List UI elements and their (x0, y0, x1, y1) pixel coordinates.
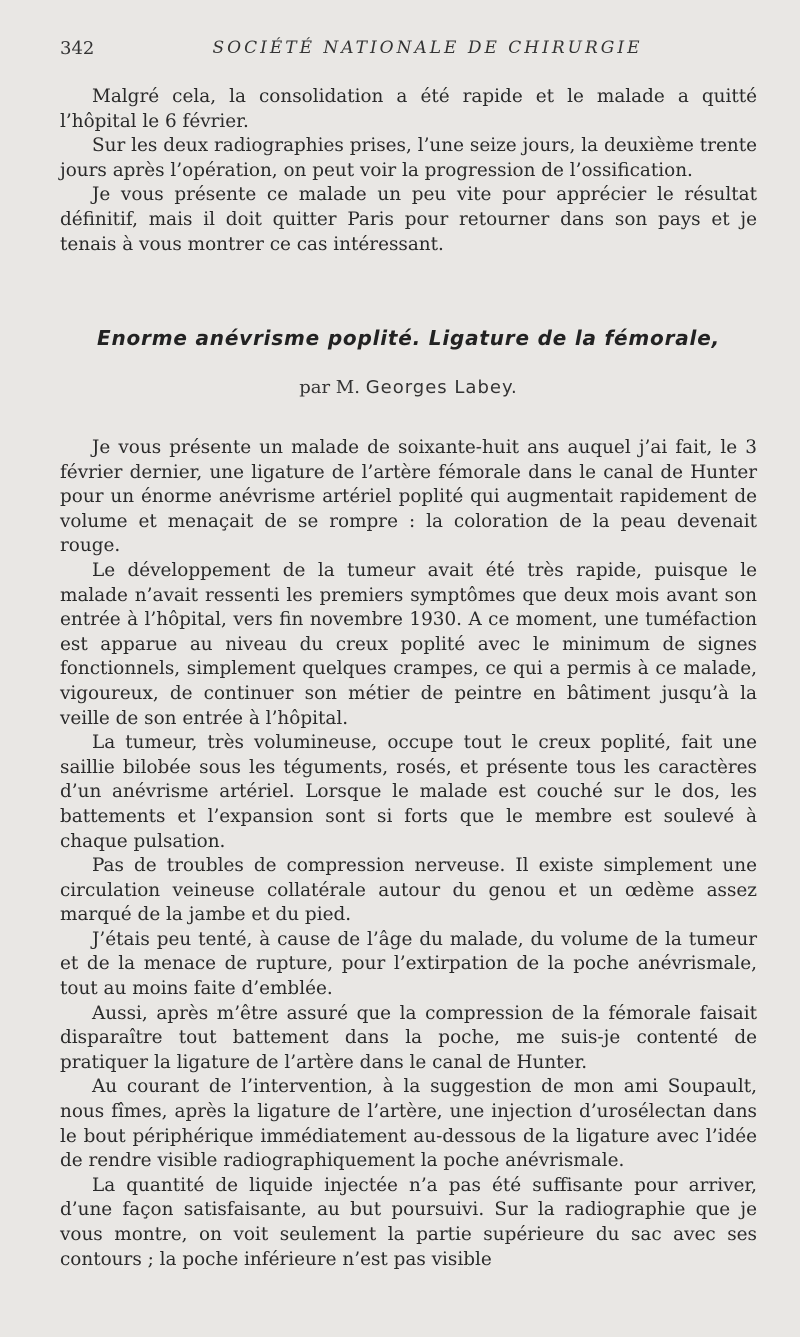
paragraph: Sur les deux radiographies prises, l’une seize jours, la deuxième trente jours après l’opération, on peut voir la progression de l’ossification. (60, 135, 757, 181)
author-name: Georges Labey. (365, 377, 518, 398)
paragraph: Aussi, après m’être assuré que la compression de la fémorale faisait disparaître tout battement dans la poche, me suis-je contenté de pratiquer la ligature de l’artère dans le canal de Hunter. (60, 1002, 757, 1073)
paragraph: La tumeur, très volumineuse, occupe tout le creux poplité, fait une saillie bilobée sous les téguments, rosés, et présente tous les caractères d’un anévrisme artériel. Lorsque le malade est couché sur le dos, les battements et l’expansion sont si forts que le membre est soulevé à chaque pulsation. (60, 732, 757, 852)
page-number: 342 (60, 38, 95, 59)
article-title: Enorme anévrisme poplité. Ligature de la fémorale, (97, 326, 720, 350)
page-header (60, 38, 755, 62)
paragraph: Le développement de la tumeur avait été très rapide, puisque le malade n’avait ressenti les premiers symptômes que deux mois avant son entrée à l’hôpital, vers fin novembre 1930. A ce moment, une tuméfaction est apparue au niveau du creux poplité avec le minimum de signes fonctionnels, simplement quelques crampes, ce qui a permis à ce malade, vigoureux, de continuer son métier de peintre en bâtiment jusqu’à la veille de son entrée à l’hôpital. (60, 559, 757, 729)
byline-prefix: par M. (299, 377, 360, 398)
paragraph: Pas de troubles de compression nerveuse. Il existe simplement une circulation veineuse collatérale autour du genou et un œdème assez marqué de la jambe et du pied. (60, 855, 757, 926)
byline (60, 377, 757, 398)
paragraph: Je vous présente ce malade un peu vite pour apprécier le résultat définitif, mais il doit quitter Paris pour retourner dans son pays et je tenais à vous montrer ce cas intéressant. (60, 184, 757, 255)
paragraph: Malgré cela, la consolidation a été rapide et le malade a quitté l’hôpital le 6 février. (60, 86, 757, 132)
article-body (60, 436, 757, 1272)
paragraph: Je vous présente un malade de soixante-huit ans auquel j’ai fait, le 3 février dernier, une ligature de l’artère fémorale dans le canal de Hunter pour un énorme anévrisme artériel poplité qui augmentait rapidement de volume et menaçait de se rompre : la coloration de la peau devenait rouge. (60, 437, 757, 557)
intro-text (60, 85, 757, 257)
paragraph: La quantité de liquide injectée n’a pas été suffisante pour arriver, d’une façon satisfaisante, au but poursuivi. Sur la radiographie que je vous montre, on voit seulement la partie supérieure du sac avec ses contours ; la poche inférieure n’est pas visible (60, 1174, 757, 1270)
paragraph: J’étais peu tenté, à cause de l’âge du malade, du volume de la tumeur et de la menace de rupture, pour l’extirpation de la poche anévrismale, tout au moins faite d’emblée. (60, 928, 757, 1000)
paragraph: Au courant de l’intervention, à la suggestion de mon ami Soupault, nous fîmes, après la ligature de l’artère, une injection d’urosélectan dans le bout périphérique immédiatement au-dessous de la ligature avec l’idée de rendre visible radiographiquement la poche anévrismale. (60, 1076, 757, 1172)
running-title: SOCIÉTÉ NATIONALE DE CHIRURGIE (212, 38, 643, 58)
